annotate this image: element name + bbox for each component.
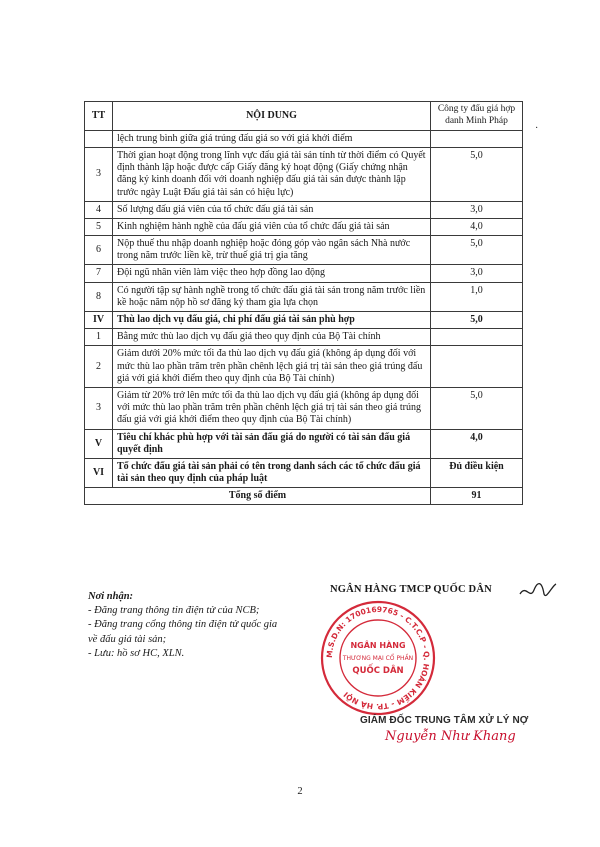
- company-seal: [318, 598, 438, 718]
- row-content: Thời gian hoạt động trong lĩnh vực đấu giá tài sản tính từ thời điểm có Quyết định thành lập hoặc được cấp Giấy đăng ký hoạt động (Giấy chứng nhận đăng ký kinh doanh đối với doanh nghiệp đấu giá tài sản được thành lập trước ngày Luật Đấu giá tài sản có hiệu lực): [113, 147, 431, 201]
- signer-name: Nguyễn Như Khang: [385, 729, 516, 744]
- recipients-heading: Nơi nhận:: [88, 591, 134, 602]
- table-section-row: [85, 429, 523, 458]
- row-score: 4,0: [431, 429, 523, 458]
- row-score: [431, 346, 523, 388]
- row-number: [85, 130, 113, 147]
- row-number: IV: [85, 312, 113, 329]
- row-content: Thù lao dịch vụ đấu giá, chi phí đấu giá tài sản phù hợp: [113, 312, 431, 329]
- total-label: Tổng số điểm: [85, 488, 431, 505]
- row-content: Bằng mức thù lao dịch vụ đấu giá theo quy định của Bộ Tài chính: [113, 329, 431, 346]
- table-section-row: [85, 458, 523, 487]
- table-row: [85, 265, 523, 282]
- row-content: Giảm từ 20% trở lên mức tối đa thù lao dịch vụ đấu giá (không áp dụng đối với mức thù lao phần trăm trên phần chênh lệch giá trị tài sản theo giá trúng đấu giá với giá khởi điểm theo quy định của Bộ Tài chính): [113, 387, 431, 429]
- row-score: 1,0: [431, 282, 523, 311]
- row-score: 5,0: [431, 387, 523, 429]
- row-content: Kinh nghiệm hành nghề của đấu giá viên của tổ chức đấu giá tài sản: [113, 218, 431, 235]
- recipients-block: [88, 590, 288, 661]
- row-content: Đội ngũ nhân viên làm việc theo hợp đồng lao động: [113, 265, 431, 282]
- row-score: 4,0: [431, 218, 523, 235]
- signer-title: GIÁM ĐỐC TRUNG TÂM XỬ LÝ NỢ: [360, 715, 529, 726]
- page-number: 2: [297, 786, 303, 797]
- row-content: Giảm dưới 20% mức tối đa thù lao dịch vụ đấu giá (không áp dụng đối với mức thù lao phần trăm trên phần chênh lệch giá trị tài sản theo giá trúng đấu giá với giá khởi điểm theo quy định của Bộ Tài chính): [113, 346, 431, 388]
- row-number: V: [85, 429, 113, 458]
- row-number: 5: [85, 218, 113, 235]
- total-row: [85, 488, 523, 505]
- row-number: 2: [85, 346, 113, 388]
- row-score: 5,0: [431, 147, 523, 201]
- recipient-item: - Lưu: hồ sơ HC, XLN.: [88, 647, 185, 659]
- header-company: Công ty đấu giá hợp danh Minh Pháp: [431, 102, 523, 131]
- row-score: 3,0: [431, 201, 523, 218]
- bank-name: NGÂN HÀNG TMCP QUỐC DÂN: [330, 584, 492, 595]
- row-score: 5,0: [431, 236, 523, 265]
- row-number: VI: [85, 458, 113, 487]
- seal-outer-text: M.S.D.N: 1700169765 - C.T.C.P - Q. HOÀN KIẾM - TP. HÀ NỘI: [324, 604, 432, 712]
- table-row: [85, 346, 523, 388]
- row-number: 3: [85, 387, 113, 429]
- row-score: 3,0: [431, 265, 523, 282]
- table-row: [85, 236, 523, 265]
- table-row: [85, 130, 523, 147]
- row-number: 6: [85, 236, 113, 265]
- seal-line-2: THƯƠNG MẠI CỔ PHẦN: [342, 655, 414, 662]
- header-content: NỘI DUNG: [113, 102, 431, 131]
- header-tt: TT: [85, 102, 113, 131]
- recipient-item: - Đăng trang thông tin điện tử của NCB;: [88, 605, 260, 617]
- row-content: Nộp thuế thu nhập doanh nghiệp hoặc đóng góp vào ngân sách Nhà nước trong năm trước liền kề, trừ thuế giá trị gia tăng: [113, 236, 431, 265]
- table-header-row: [85, 102, 523, 131]
- row-number: 7: [85, 265, 113, 282]
- table-row: [85, 201, 523, 218]
- row-score: 5,0: [431, 312, 523, 329]
- row-content: Số lượng đấu giá viên của tổ chức đấu giá tài sản: [113, 201, 431, 218]
- total-value: 91: [431, 488, 523, 505]
- table-row: [85, 329, 523, 346]
- row-number: 3: [85, 147, 113, 201]
- initial-signature-mark: [518, 580, 558, 602]
- row-number: 4: [85, 201, 113, 218]
- row-number: 1: [85, 329, 113, 346]
- row-score: [431, 130, 523, 147]
- table-section-row: [85, 312, 523, 329]
- row-score: [431, 329, 523, 346]
- row-content: Có người tập sự hành nghề trong tổ chức đấu giá tài sản trong năm trước liền kề hoặc năm nộp hồ sơ đăng ký tham gia lựa chọn: [113, 282, 431, 311]
- table-row: [85, 282, 523, 311]
- row-content: Tổ chức đấu giá tài sản phải có tên trong danh sách các tổ chức đấu giá tài sản theo quy định của pháp luật: [113, 458, 431, 487]
- seal-line-3: QUỐC DÂN: [352, 666, 404, 676]
- seal-line-1: NGÂN HÀNG: [350, 641, 406, 650]
- row-score: Đủ điều kiện: [431, 458, 523, 487]
- scoring-table: [84, 101, 523, 505]
- table-row: [85, 218, 523, 235]
- table-row: [85, 387, 523, 429]
- recipient-item: - Đăng trang cổng thông tin điện tử quốc gia về đấu giá tài sản;: [88, 619, 278, 645]
- stray-mark: ·: [535, 123, 539, 134]
- row-number: 8: [85, 282, 113, 311]
- table-row: [85, 147, 523, 201]
- row-content: lệch trung bình giữa giá trúng đấu giá so với giá khởi điểm: [113, 130, 431, 147]
- row-content: Tiêu chí khác phù hợp với tài sản đấu giá do người có tài sản đấu giá quyết định: [113, 429, 431, 458]
